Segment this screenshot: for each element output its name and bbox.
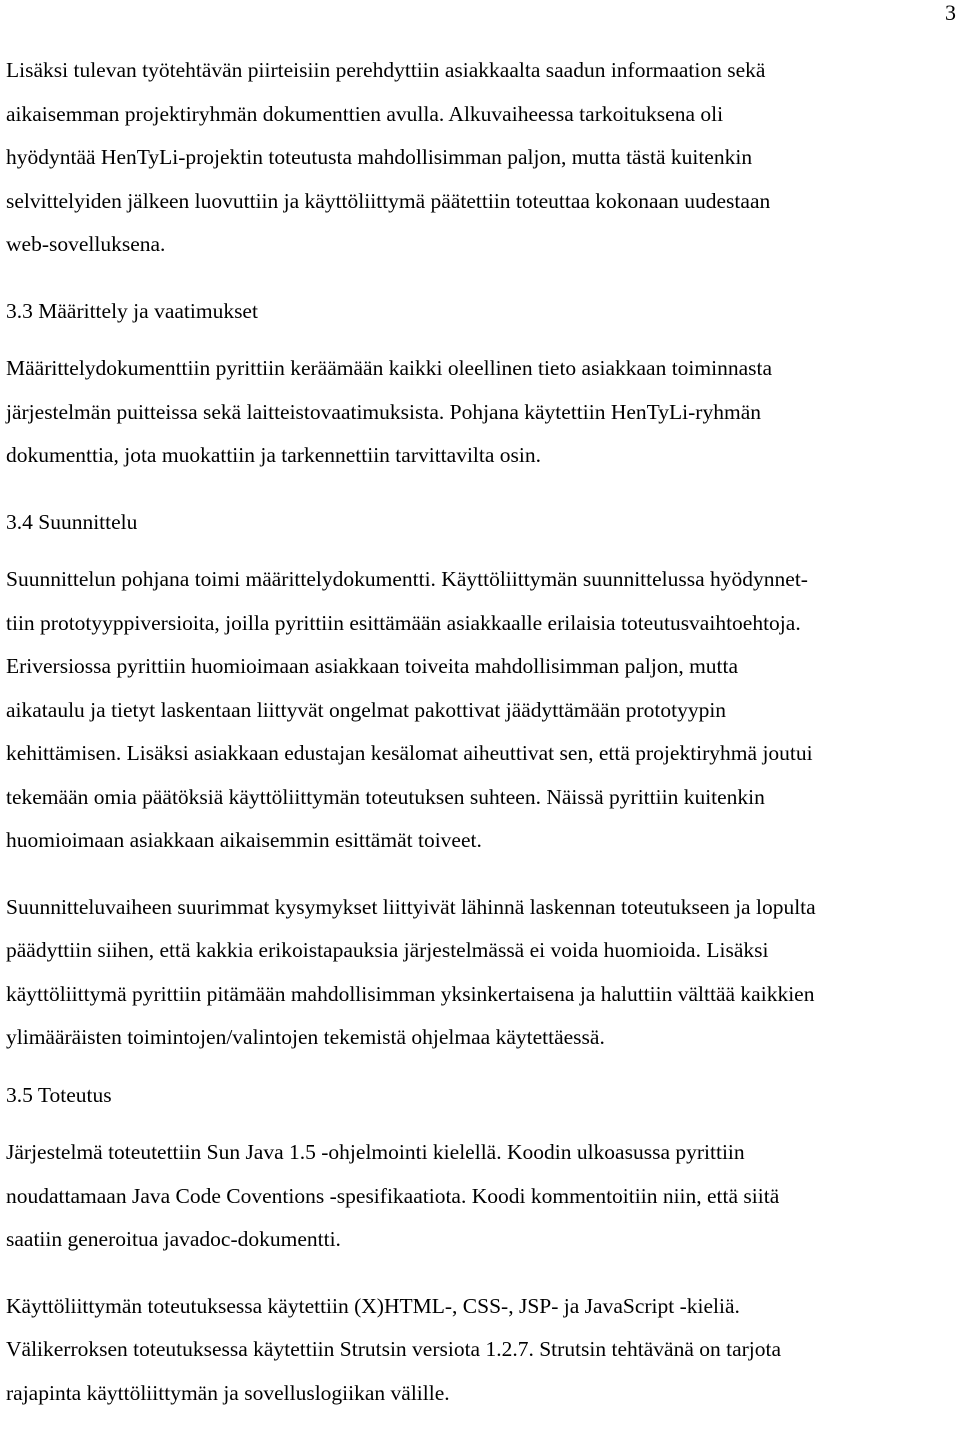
text-line: aikataulu ja tietyt laskentaan liittyvät ongelmat pakottivat jäädyttämään prototyypin — [6, 697, 727, 722]
text-line: tekemään omia päätöksiä käyttöliittymän toteutuksen suhteen. Näissä pyrittiin kuitenkin — [6, 784, 765, 809]
text-line: hyödyntää HenTyLi-projektin toteutusta mahdollisimman paljon, mutta tästä kuitenkin — [6, 145, 753, 169]
text-line: saatiin generoitua javadoc-dokumentti. — [6, 1227, 341, 1251]
text-line: noudattamaan Java Code Coventions -spesifikaatiota. Koodi kommentoitiin niin, että siitä — [6, 1183, 780, 1208]
text-line: Järjestelmä toteutettiin Sun Java 1.5 -ohjelmointi kielellä. Koodin ulkoasussa pyrittiin — [6, 1140, 745, 1164]
text-line: Välikerroksen toteutuksessa käytettiin Strutsin versiota 1.2.7. Strutsin tehtävänä on tarjota — [6, 1337, 782, 1361]
text-line: rajapinta käyttöliittymän ja sovelluslogiikan välille. — [6, 1380, 450, 1405]
paragraph-toteutus — [6, 1131, 956, 1262]
text-line: Määrittelydokumenttiin pyrittiin keräämään kaikki oleellinen tieto asiakkaan toiminnasta — [6, 356, 773, 380]
text-line: käyttöliittymä pyrittiin pitämään mahdollisimman yksinkertaisena ja haluttiin välttää kaikkien — [6, 981, 815, 1006]
text-line: tiin prototyyppiversioita, joilla pyrittiin esittämään asiakkaalle erilaisia toteutusvaihtoehtoja. — [6, 610, 801, 635]
text-line: Käyttöliittymän toteutuksessa käytettiin (X)HTML-, CSS-, JSP- ja JavaScript -kieliä. — [6, 1293, 740, 1318]
paragraph-suunnitteluvaihe — [6, 886, 956, 1060]
page-number: 3 — [945, 0, 956, 25]
document-body — [6, 49, 956, 1415]
text-line: ylimääräisten toimintojen/valintojen tekemistä ohjelmaa käytettäessä. — [6, 1025, 605, 1049]
text-line: selvittelyiden jälkeen luovuttiin ja käyttöliittymä päätettiin toteuttaa kokonaan uudestaan — [6, 188, 771, 213]
text-line: aikaisemman projektiryhmän dokumenttien avulla. Alkuvaiheessa tarkoituksena oli — [6, 101, 724, 126]
text-line: dokumenttia, jota muokattiin ja tarkennettiin tarvittavilta osin. — [6, 443, 541, 467]
paragraph-suunnittelu — [6, 558, 956, 863]
paragraph-kayttoliittyma-toteutus — [6, 1285, 956, 1416]
text-line: Lisäksi tulevan työtehtävän piirteisiin perehdyttiin asiakkaalta saadun informaation sekä — [6, 58, 766, 82]
text-line: Suunnitteluvaiheen suurimmat kysymykset liittyivät lähinnä laskennan toteutukseen ja lopulta — [6, 894, 816, 919]
text-line: järjestelmän puitteissa sekä laitteistovaatimuksista. Pohjana käytettiin HenTyLi-ryhmän — [6, 399, 761, 424]
paragraph-intro — [6, 49, 956, 267]
text-line: päädyttiin siihen, että kakkia erikoistapauksia järjestelmässä ei voida huomioida. Lisäksi — [6, 938, 769, 962]
text-line: web-sovelluksena. — [6, 232, 166, 256]
section-heading-3-3: 3.3 Määrittely ja vaatimukset — [6, 298, 258, 323]
text-line: kehittämisen. Lisäksi asiakkaan edustajan kesälomat aiheuttivat sen, että projektiryhmä joutui — [6, 741, 813, 765]
section-heading-3-4: 3.4 Suunnittelu — [6, 509, 138, 534]
text-line: Suunnittelun pohjana toimi määrittelydokumentti. Käyttöliittymän suunnittelussa hyödynnet- — [6, 567, 808, 591]
section-heading-3-5: 3.5 Toteutus — [6, 1082, 112, 1107]
paragraph-maarittely — [6, 347, 956, 478]
text-line: huomioimaan asiakkaan aikaisemmin esittämät toiveet. — [6, 828, 482, 852]
text-line: Eriversiossa pyrittiin huomioimaan asiakkaan toiveita mahdollisimman paljon, mutta — [6, 654, 739, 678]
